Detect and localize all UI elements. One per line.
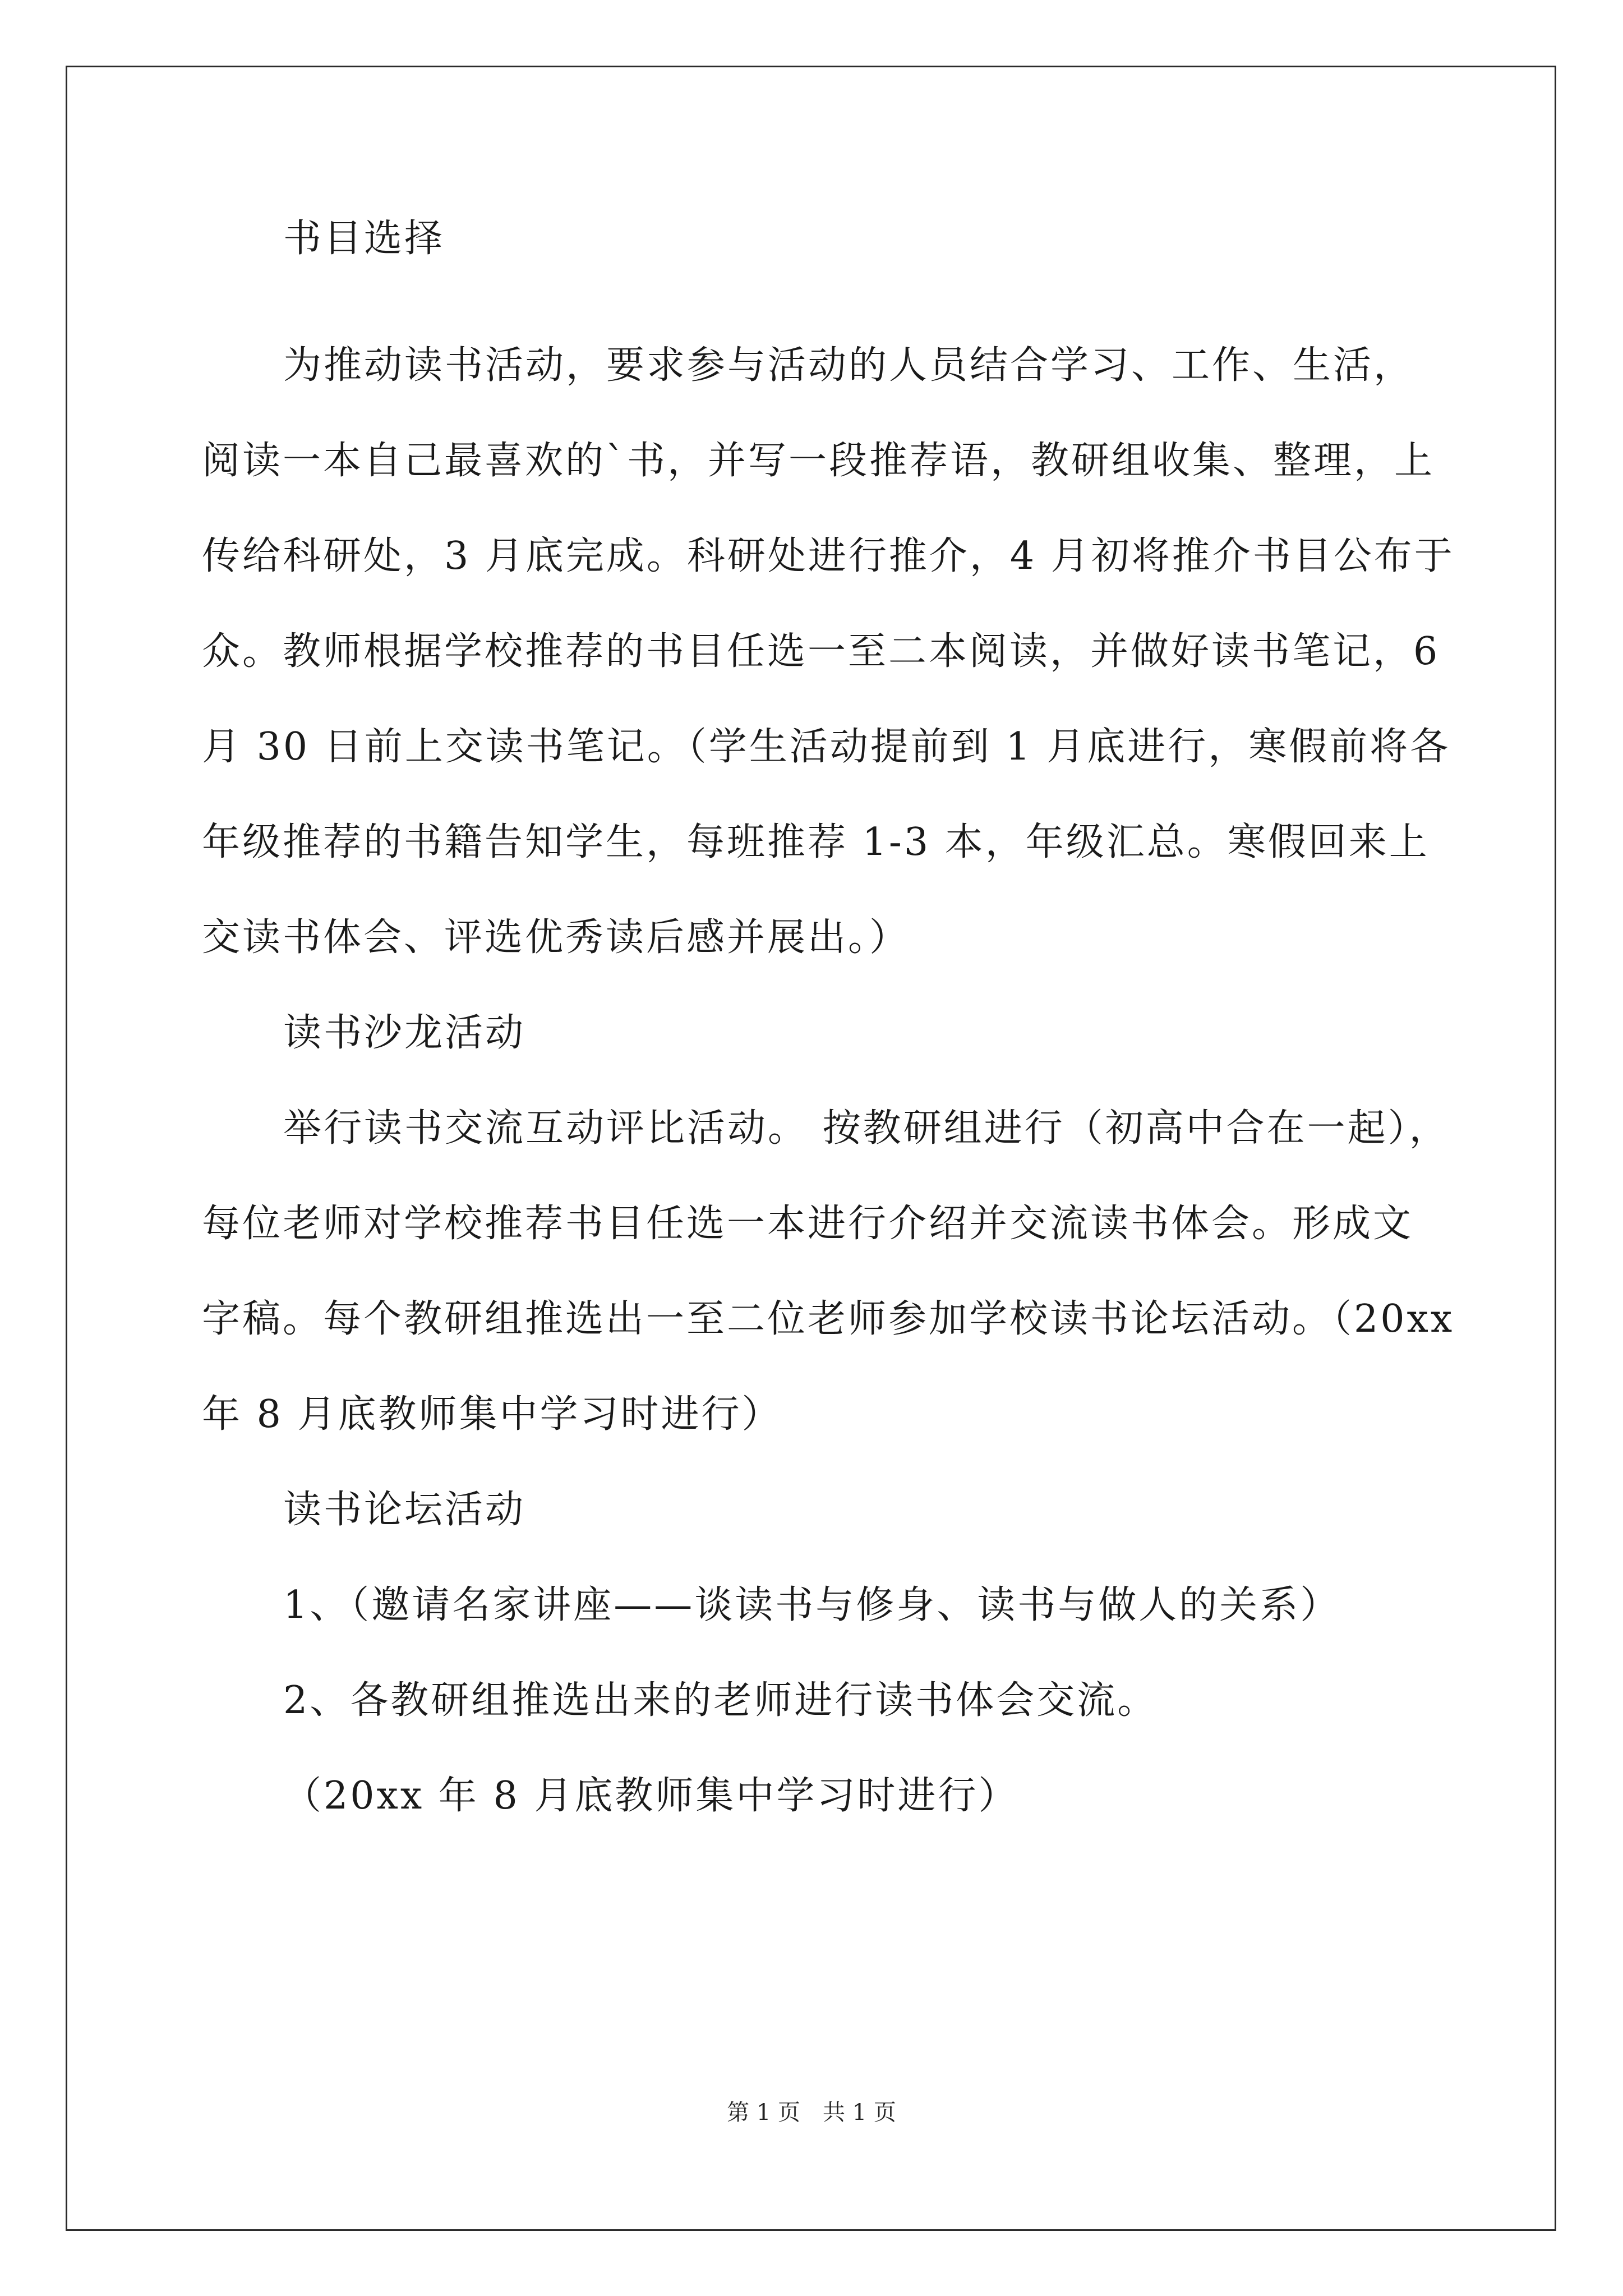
- list-item: 1、（邀请名家讲座——谈读书与修身、读书与做人的关系）: [283, 1583, 1341, 1627]
- paragraph-line: 交读书体会、评选优秀读后感并展出。）: [202, 915, 910, 960]
- paragraph-line: 阅读一本自己最喜欢的`书，并写一段推荐语，教研组收集、整理，上: [202, 439, 1435, 483]
- paragraph-line: 传给科研处，3 月底完成。科研处进行推介，4 月初将推介书目公布于: [202, 534, 1455, 578]
- paragraph-line: 年级推荐的书籍告知学生，每班推荐 1-3 本，年级汇总。寒假回来上: [202, 820, 1430, 864]
- list-item: 2、各教研组推选出来的老师进行读书体会交流。: [283, 1678, 1158, 1723]
- list-item: （20xx 年 8 月底教师集中学习时进行）: [283, 1774, 1019, 1818]
- paragraph-line: 字稿。每个教研组推选出一至二位老师参加学校读书论坛活动。（20xx: [202, 1297, 1455, 1341]
- paragraph-line: 月 30 日前上交读书笔记。（学生活动提前到 1 月底进行，寒假前将各: [202, 725, 1451, 769]
- paragraph-line: 为推动读书活动，要求参与活动的人员结合学习、工作、生活，: [283, 343, 1414, 388]
- paragraph-line: 众。教师根据学校推荐的书目任选一至二本阅读，并做好读书笔记，6: [202, 629, 1440, 674]
- paragraph-line: 每位老师对学校推荐书目任选一本进行介绍并交流读书体会。形成文: [202, 1202, 1414, 1246]
- section-heading-book-selection: 书目选择: [283, 217, 445, 261]
- paragraph-line: 举行读书交流互动评比活动。 按教研组进行（初高中合在一起），: [283, 1106, 1450, 1151]
- paragraph-line: 年 8 月底教师集中学习时进行）: [202, 1392, 782, 1437]
- section-heading-reading-forum: 读书论坛活动: [283, 1488, 526, 1532]
- section-heading-reading-salon: 读书沙龙活动: [283, 1011, 526, 1055]
- page-number: 第 1 页 共 1 页: [727, 2100, 896, 2125]
